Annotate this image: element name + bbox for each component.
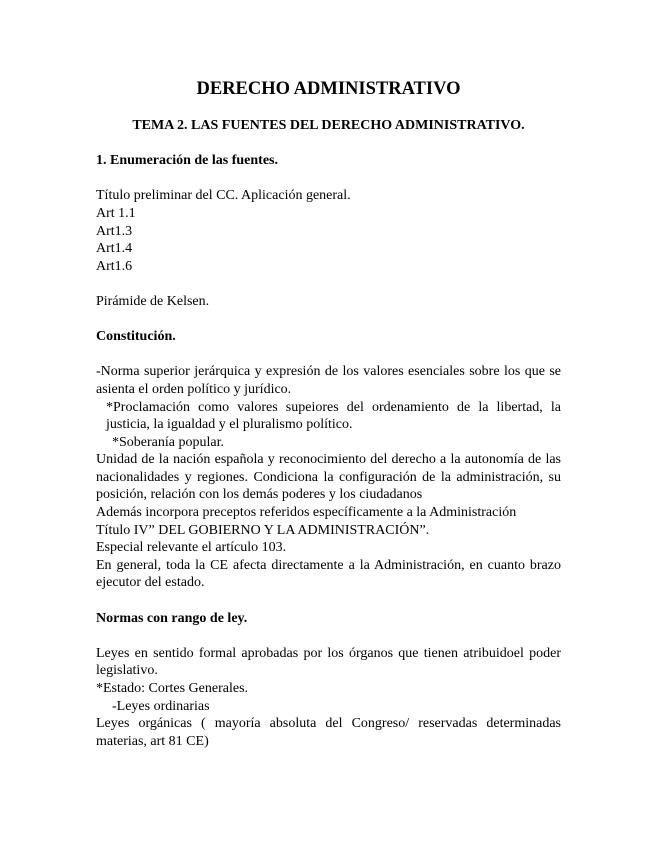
section-heading-enumeracion: 1. Enumeración de las fuentes. — [96, 153, 278, 169]
text-line: Título preliminar del CC. Aplicación general. — [96, 188, 351, 204]
text-line: Especial relevante el artículo 103. — [96, 540, 287, 556]
text-line: *Soberanía popular. — [112, 434, 224, 450]
text-line: -Leyes ordinarias — [112, 698, 210, 714]
paragraph: -Norma superior jerárquica y expresión de los valores esenciales sobre los que se asienta el orden político y jurídico. — [96, 364, 561, 397]
document-subtitle: TEMA 2. LAS FUENTES DEL DERECHO ADMINISTRATIVO. — [132, 118, 525, 133]
section-heading-normas: Normas con rango de ley. — [96, 610, 248, 626]
section-heading-constitucion: Constitución. — [96, 329, 176, 345]
document-content — [96, 78, 561, 750]
text-line: Art 1.1 — [96, 205, 136, 221]
paragraph: Leyes orgánicas ( mayoría absoluta del Congreso/ reservadas determinadas materias, art 81 CE) — [96, 716, 561, 749]
paragraph: *Proclamación como valores supeiores del ordenamiento de la libertad, la justicia, la igualdad y el pluralismo político. — [106, 399, 561, 433]
text-line: Además incorpora preceptos referidos específicamente a la Administración — [96, 505, 517, 521]
text-line: Pirámide de Kelsen. — [96, 293, 210, 309]
document-title: DERECHO ADMINISTRATIVO — [196, 79, 461, 99]
paragraph: En general, toda la CE afecta directamente a la Administración, en cuanto brazo ejecutor del estado. — [96, 557, 561, 591]
text-line: *Estado: Cortes Generales. — [96, 681, 249, 696]
text-line: Título IV” DEL GOBIERNO Y LA ADMINISTRACIÓN”. — [96, 522, 430, 538]
paragraph: Leyes en sentido formal aprobadas por los órganos que tienen atribuidoel poder legislativo. — [96, 645, 561, 679]
text-line: Art1.4 — [96, 241, 133, 257]
text-line: Art1.3 — [96, 223, 133, 239]
paragraph: Unidad de la nación española y reconocimiento del derecho a la autonomía de las nacionalidades y regiones. Condiciona la configuración de la administración, su posición, relación con los demás poderes y los ciudadanos — [96, 452, 561, 503]
text-line: Art1.6 — [96, 258, 133, 274]
